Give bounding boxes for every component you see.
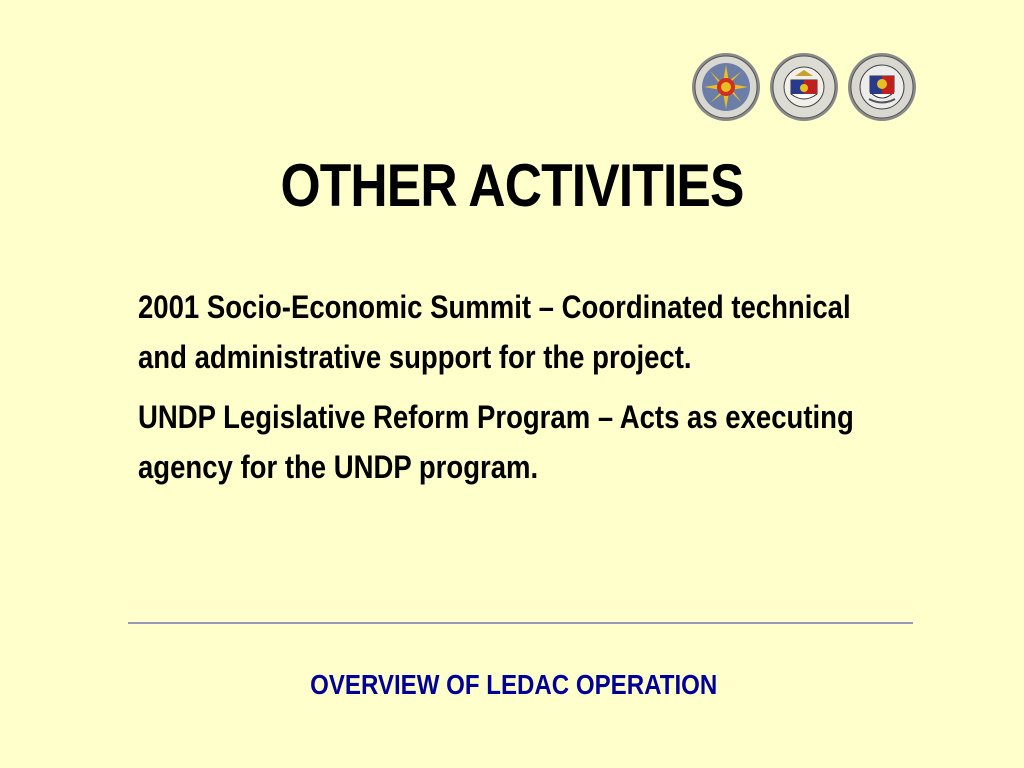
senate-of-the-philippines-seal-icon (769, 52, 839, 122)
footer-divider (128, 622, 913, 624)
office-of-the-president-seal-icon (691, 52, 761, 122)
house-of-representatives-seal-icon (847, 52, 917, 122)
slide-title: OTHER ACTIVITIES (280, 152, 744, 219)
paragraph-undp-legislative-reform: UNDP Legislative Reform Program – Acts as executing agency for the UNDP program. (138, 399, 854, 485)
slide-footer: OVERVIEW OF LEDAC OPERATION (310, 669, 718, 700)
slide-body (138, 282, 858, 502)
paragraph-socio-economic-summit: 2001 Socio-Economic Summit – Coordinated technical and administrative support for the project. (138, 289, 851, 375)
seal-group (691, 52, 917, 124)
